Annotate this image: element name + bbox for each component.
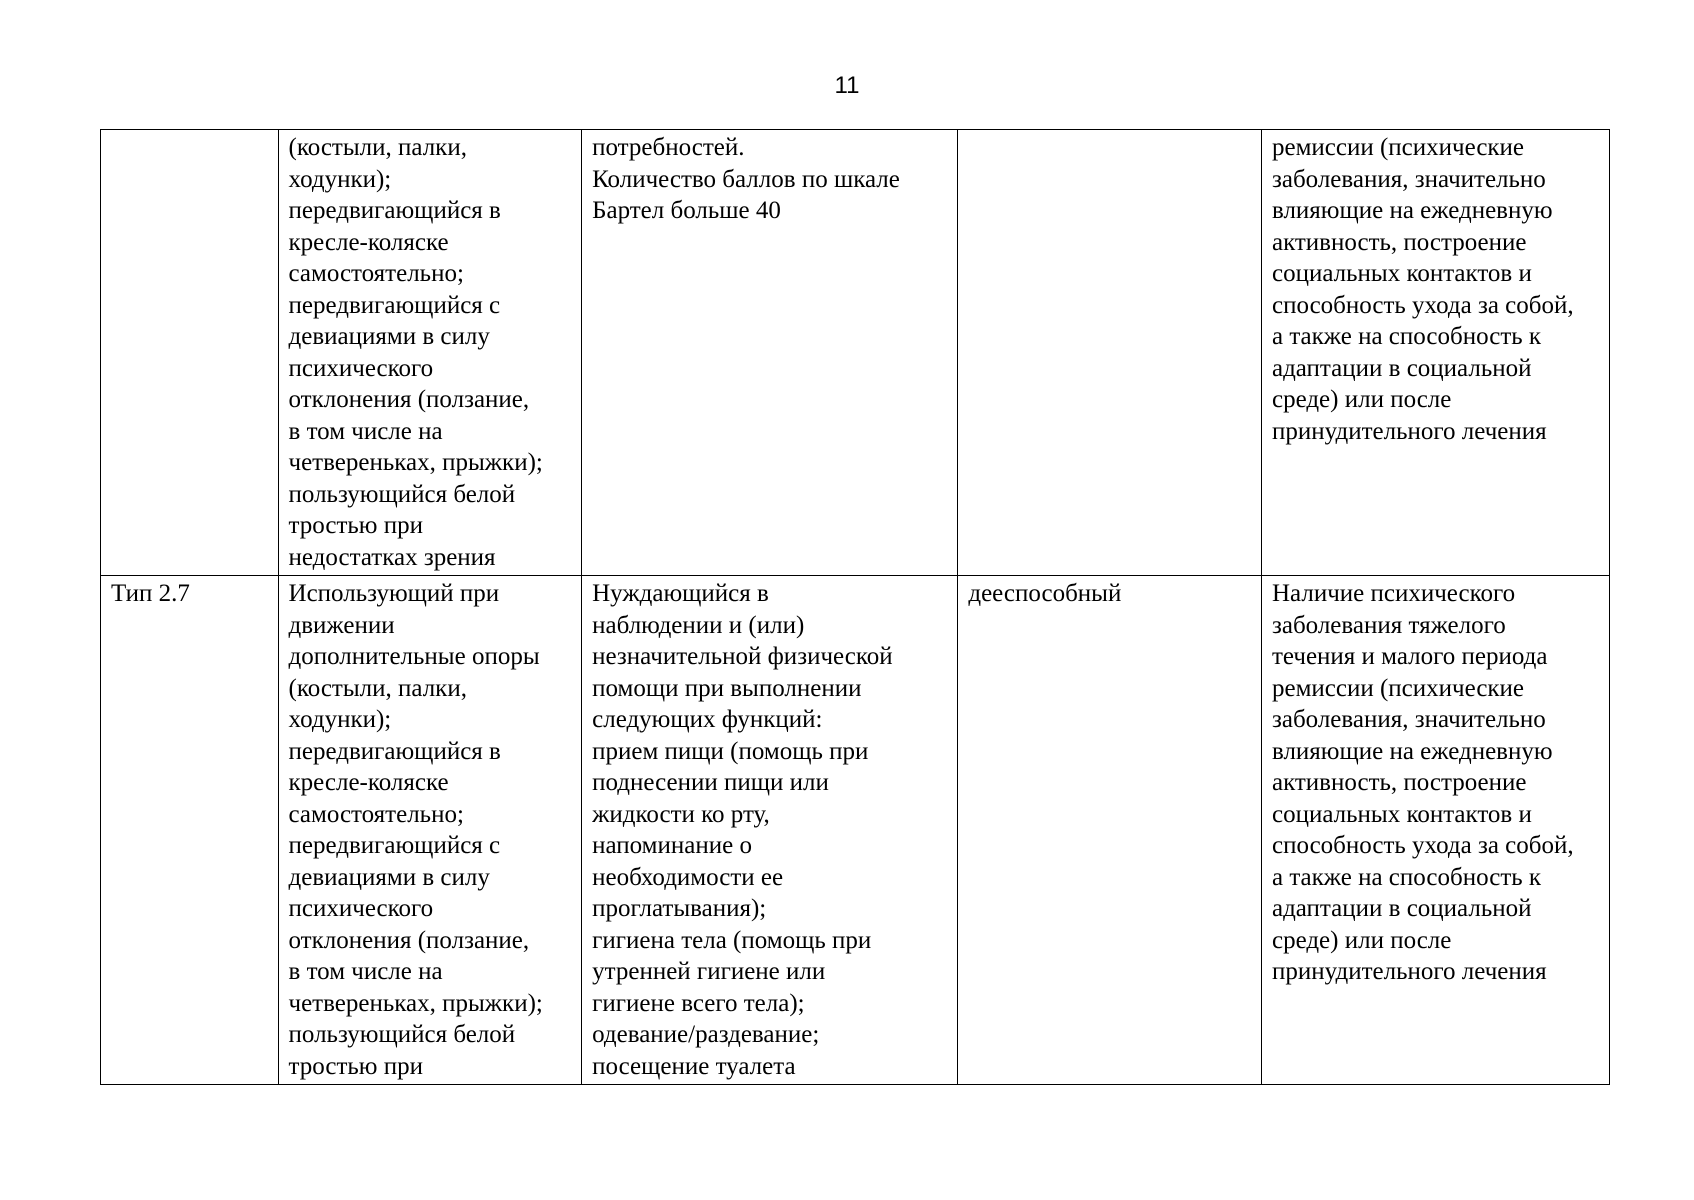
conditions-line: заболевания, значительно [1271,706,1546,733]
conditions-line: ремиссии (психические [1271,674,1525,702]
needs-line: одевание/раздевание; [592,1021,820,1048]
document-table [100,129,1610,1085]
needs-line: гигиена тела (помощь при [592,926,872,954]
conditions-line: заболевания, значительно [1271,165,1546,193]
conditions-line: активность, построение [1271,228,1527,256]
mobility-line: (костыли, палки, [288,674,467,702]
conditions-line: социальных контактов и [1271,800,1532,828]
needs-line: жидкости ко рту, [592,800,770,828]
needs-line: напоминание о [592,832,752,859]
needs-line: незначительной физической [592,643,893,670]
conditions-line: способность ухода за собой, [1271,832,1574,859]
mobility-line: передвигающийся с [288,832,501,859]
needs-line: Количество баллов по шкале [592,165,900,193]
needs-line: поднесении пищи или [592,769,829,796]
needs-line: Бартел больше 40 [592,197,781,224]
mobility-line: (костыли, палки, [288,134,467,161]
mobility-line: в том числе на [288,417,443,445]
conditions-line: принудительного лечения [1271,417,1547,445]
needs-cell [582,130,958,576]
table-row [101,576,1610,1085]
needs-line: помощи при выполнении [592,674,862,702]
type-cell [101,130,279,576]
mobility-line: тростью при [288,512,423,539]
conditions-line: адаптации в социальной [1271,895,1532,922]
page-number: 11 [834,72,860,99]
mobility-line: психического [288,895,434,922]
mobility-line: Использующий при [288,580,500,607]
mobility-line: отклонения (ползание, [288,386,530,413]
needs-line: наблюдении и (или) [592,611,805,639]
mobility-line: кресле-коляске [288,769,449,796]
conditions-line: влияющие на ежедневную [1271,197,1553,224]
conditions-cell [1261,576,1609,1085]
conditions-line: социальных контактов и [1271,260,1532,287]
mobility-cell [278,130,582,576]
type-cell: Тип 2.7 [101,576,279,1085]
needs-line: Нуждающийся в [592,580,769,607]
mobility-line: четвереньках, прыжки); [288,449,543,476]
needs-line: утренней гигиене или [592,958,826,985]
needs-cell [582,576,958,1085]
conditions-line: активность, построение [1271,769,1527,796]
mobility-line: дополнительные опоры [288,643,540,670]
mobility-line: психического [288,354,434,382]
mobility-line: отклонения (ползание, [288,926,530,954]
mobility-line: самостоятельно; [288,800,464,828]
mobility-line: девиациями в силу [288,323,490,350]
conditions-line: влияющие на ежедневную [1271,737,1553,765]
conditions-line: а также на способность к [1271,863,1542,891]
needs-line: прием пищи (помощь при [592,737,869,765]
mobility-line: девиациями в силу [288,863,490,891]
conditions-line: ремиссии (психические [1271,134,1525,161]
mobility-line: ходунки); [288,706,392,733]
conditions-cell [1261,130,1609,576]
mobility-line: четвереньках, прыжки); [288,989,543,1017]
conditions-line: течения и малого периода [1271,643,1548,670]
needs-line: посещение туалета [592,1052,796,1080]
mobility-line: недостатках зрения [288,543,496,571]
table-row [101,130,1610,576]
needs-line: проглатывания); [592,895,767,922]
conditions-line: адаптации в социальной [1271,354,1532,382]
mobility-line: пользующийся белой [288,1021,516,1048]
mobility-line: пользующийся белой [288,480,516,508]
mobility-cell [278,576,582,1085]
mobility-line: в том числе на [288,958,443,985]
capacity-cell [958,130,1262,576]
needs-line: необходимости ее [592,863,784,891]
mobility-line: самостоятельно; [288,260,464,287]
mobility-line: ходунки); [288,165,392,193]
mobility-line: передвигающийся в [288,197,501,224]
needs-line: гигиене всего тела); [592,989,805,1017]
conditions-line: способность ухода за собой, [1271,291,1574,319]
mobility-line: передвигающийся с [288,291,501,319]
mobility-line: передвигающийся в [288,737,501,765]
needs-line: следующих функций: [592,706,823,733]
conditions-line: заболевания тяжелого [1271,611,1506,639]
needs-line: потребностей. [592,134,745,161]
conditions-line: Наличие психического [1271,580,1516,607]
mobility-line: кресле-коляске [288,228,449,256]
conditions-line: среде) или после [1271,386,1452,413]
conditions-line: принудительного лечения [1271,958,1547,985]
capacity-cell: дееспособный [958,576,1262,1085]
conditions-line: среде) или после [1271,926,1452,954]
mobility-line: тростью при [288,1052,423,1080]
mobility-line: движении [288,611,395,639]
conditions-line: а также на способность к [1271,323,1542,350]
